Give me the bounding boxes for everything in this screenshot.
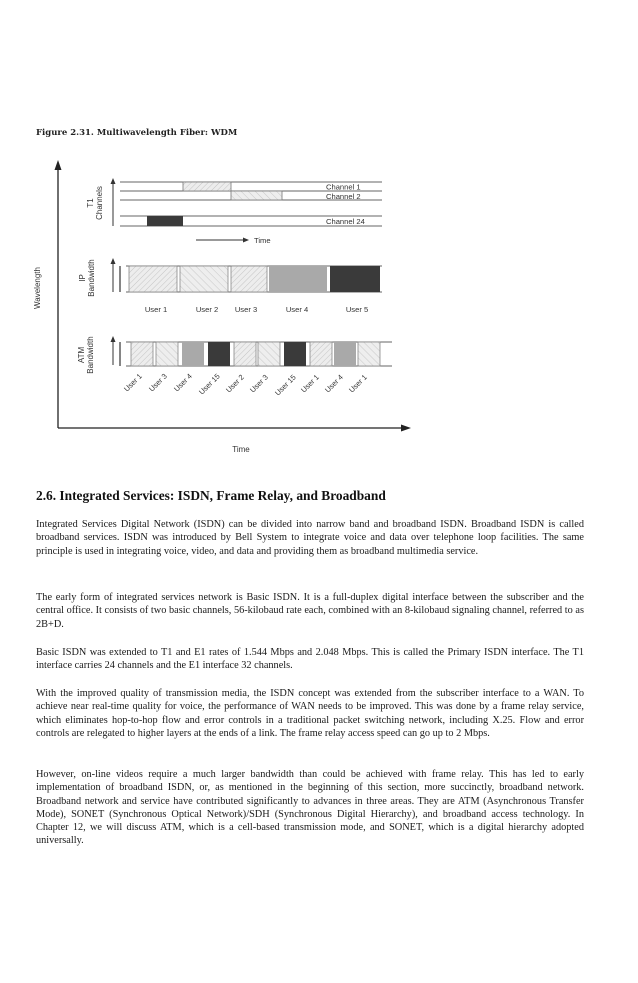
atm-cell — [156, 342, 178, 366]
ip-user-label: User 4 — [285, 305, 309, 314]
atm-label: ATM — [77, 346, 86, 364]
time-arrow-label: Time — [254, 236, 271, 245]
channel-2-label: Channel 2 — [326, 192, 361, 201]
x-axis-arrowhead — [401, 425, 411, 432]
wdm-figure — [0, 0, 638, 470]
section-heading: 2.6. Integrated Services: ISDN, Frame Relay, and Broadband — [36, 488, 386, 503]
atm-user-label: User 1 — [122, 371, 144, 394]
atm-user-label: User 2 — [224, 372, 246, 395]
atm-user-label: User 15 — [273, 372, 298, 398]
atm-user-label: User 4 — [172, 371, 194, 394]
atm-cell — [208, 342, 230, 366]
atm-section — [77, 336, 392, 397]
atm-user-label: User 1 — [347, 372, 369, 395]
paragraph-frame-relay: With the improved quality of transmission media, the ISDN concept was extended from the subscriber interface to a WAN. To achieve near real-time quality for voice, the performance of WAN needs to be improved. This was done by a frame relay service, which eliminates hop-to-hop flow and error controls in a traditional packet switching network, including X.25. Flow and error controls are relegated to higher layers at the ends of a link. The frame relay access speed can go up to 2 Mbps. — [36, 688, 584, 739]
paragraph-broadband: However, on-line videos require a much larger bandwidth than could be achieved with frame relay. This has led to early implementation of broadband ISDN, or, as mentioned in the beginning of this section, more succinctly, broadband network. Broadband network and service have contributed significantly to advances in three areas. They are ATM (Asynchronous Transfer Mode), SONET (Synchronous Optical Network)/SDH (Synchronous Digital Hierarchy), and broadband access technology. In Chapter 12, we will discuss ATM, which is a cell-based transmission mode, and SONET, which is a digital hierarchy adopted universally. — [36, 769, 584, 847]
ip-arrowhead — [111, 258, 116, 264]
ip-user-label: User 3 — [234, 305, 258, 314]
atm-cell — [131, 342, 153, 366]
channel-24-slot — [147, 216, 183, 226]
ip-user-label: User 1 — [144, 305, 168, 314]
ip-user-3-block — [231, 266, 267, 292]
channel-24-label: Channel 24 — [326, 217, 365, 226]
atm-cell — [284, 342, 306, 366]
atm-sublabel: Bandwidth — [86, 336, 95, 374]
atm-user-label: User 3 — [147, 371, 169, 394]
ip-user-5-block — [330, 266, 380, 292]
figure-caption: Figure 2.31. Multiwavelength Fiber: WDM — [36, 128, 238, 138]
atm-arrowhead — [111, 336, 116, 342]
ip-user-1-block — [129, 266, 177, 292]
ip-sublabel: Bandwidth — [87, 259, 96, 297]
x-axis-label: Time — [232, 445, 250, 454]
atm-cell — [334, 342, 356, 366]
ip-user-label: User 2 — [195, 305, 219, 314]
t1-label: T1 — [86, 198, 95, 208]
ip-user-label: User 5 — [345, 305, 369, 314]
paragraph-isdn-intro: Integrated Services Digital Network (ISDN) can be divided into narrow band and broadband ISDN. Broadband ISDN is called broadband services. ISDN was introduced by Bell System to integrate voice and data over telephone loop facilities. The same principle is used in integrating voice, video, and data and providing them as broadband multimedia service. — [36, 519, 584, 557]
atm-cell — [310, 342, 332, 366]
paragraph-primary-isdn: Basic ISDN was extended to T1 and E1 rates of 1.544 Mbps and 2.048 Mbps. This is called the Primary ISDN interface. The T1 interface carries 24 channels and the E1 interface 32 channels. — [36, 647, 584, 672]
atm-cell — [234, 342, 256, 366]
paragraph-basic-isdn: The early form of integrated services network is Basic ISDN. It is a full-duplex digital interface between the subscriber and the central office. It consists of two basic channels, 56-kilobaud rate each, combined with an 8-kilobaud signaling channel, referred to as 2B+D. — [36, 592, 584, 630]
atm-user-label: User 4 — [323, 372, 345, 395]
atm-cell — [358, 342, 380, 366]
ip-label: IP — [78, 274, 87, 282]
ip-user-2-block — [180, 266, 228, 292]
atm-user-label: User 15 — [197, 371, 222, 397]
channel-1-label: Channel 1 — [326, 182, 361, 192]
y-axis-label: Wavelength — [33, 267, 42, 309]
ip-section — [78, 258, 382, 314]
time-arrowhead — [243, 238, 249, 243]
channel-2-slot — [231, 191, 282, 200]
t1-arrowhead — [111, 178, 116, 184]
y-axis-arrowhead — [55, 160, 62, 170]
ip-user-4-block — [269, 266, 327, 292]
atm-user-label: User 3 — [248, 372, 270, 395]
atm-user-label: User 1 — [299, 372, 321, 395]
t1-section — [86, 178, 382, 245]
atm-cell — [182, 342, 204, 366]
channel-1-slot — [183, 182, 231, 191]
t1-sublabel: Channels — [95, 186, 104, 220]
atm-cell — [258, 342, 280, 366]
